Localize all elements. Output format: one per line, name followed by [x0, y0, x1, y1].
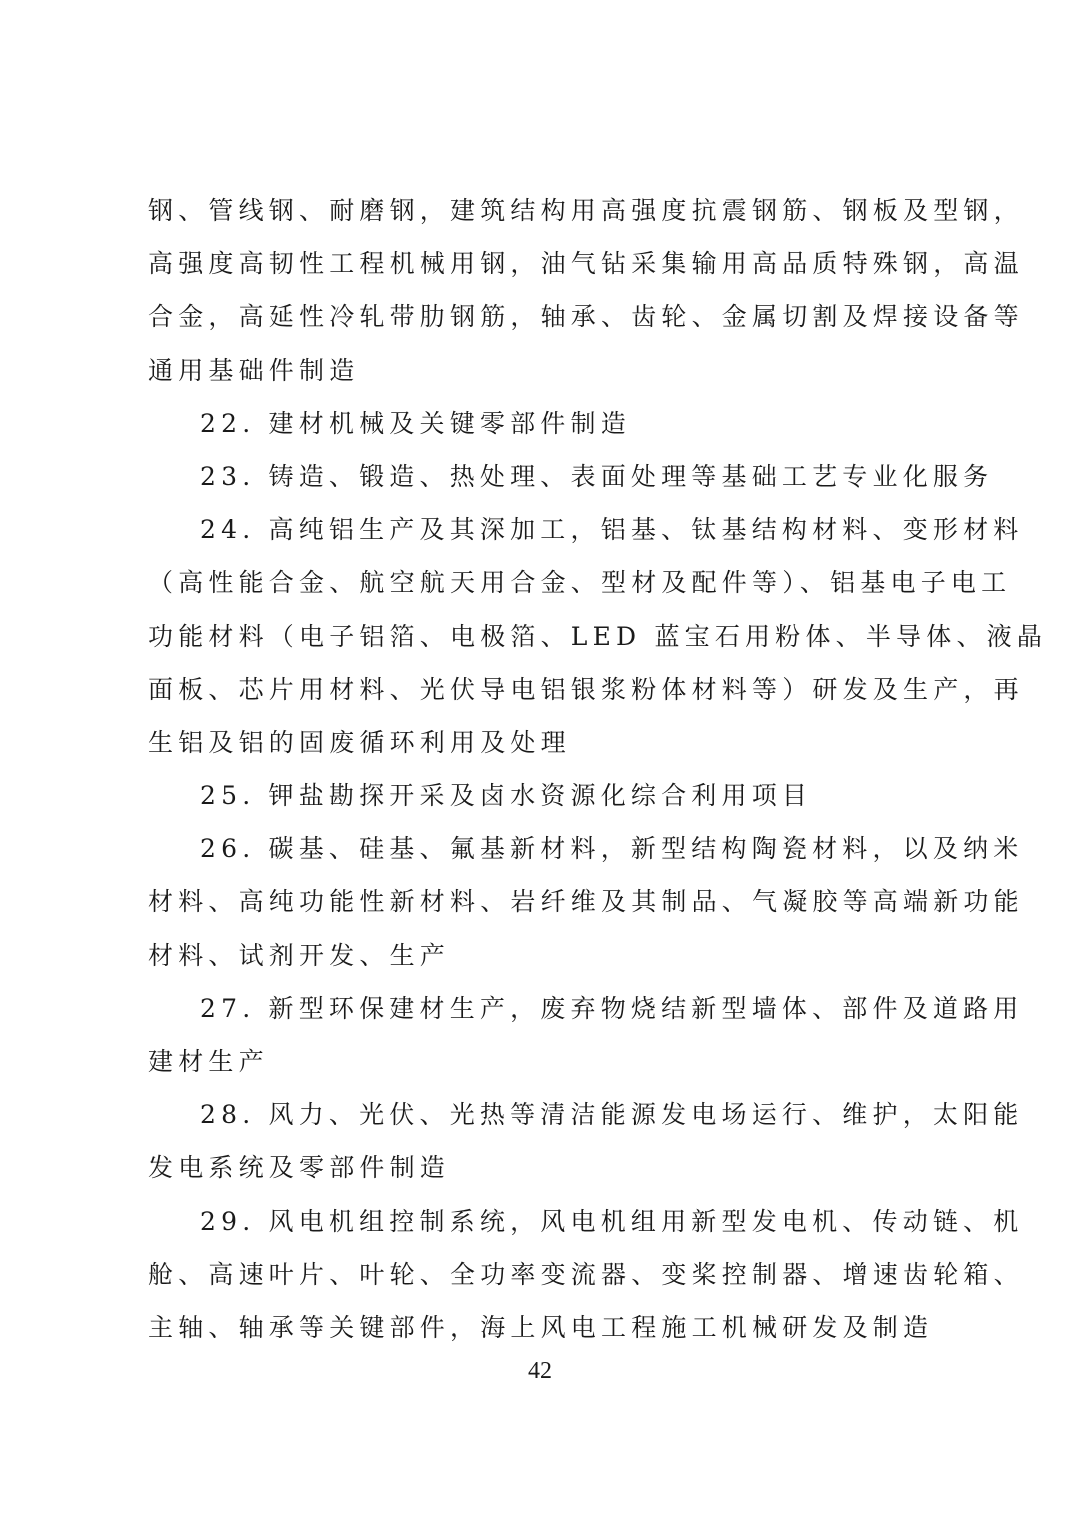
list-item-26: 26. 碳基、硅基、氟基新材料，新型结构陶瓷材料，以及纳米 [200, 834, 1024, 864]
list-item-28: 28. 风力、光伏、光热等清洁能源发电场运行、维护，太阳能 [200, 1100, 1024, 1130]
list-item-27: 27. 新型环保建材生产，废弃物烧结新型墙体、部件及道路用 [200, 993, 1024, 1023]
text-line: 高强度高韧性工程机械用钢，油气钻采集输用高品质特殊钢，高温 [148, 249, 1024, 279]
list-item-24: 24. 高纯铝生产及其深加工，铝基、钛基结构材料、变形材料 [200, 515, 1024, 545]
list-item-25: 25. 钾盐勘探开采及卤水资源化综合利用项目 [200, 781, 813, 811]
list-item-29: 29. 风电机组控制系统，风电机组用新型发电机、传动链、机 [200, 1206, 1024, 1236]
text-line: 生铝及铝的固废循环利用及处理 [148, 727, 571, 757]
text-line: 主轴、轴承等关键部件，海上风电工程施工机械研发及制造 [148, 1312, 934, 1342]
text-line: 面板、芯片用材料、光伏导电铝银浆粉体材料等）研发及生产，再 [148, 674, 1024, 704]
text-line: 建材生产 [148, 1047, 269, 1076]
text-line: 功能材料（电子铝箔、电极箔、LED 蓝宝石用粉体、半导体、液晶 [148, 621, 1048, 651]
list-item-23: 23. 铸造、锻造、热处理、表面处理等基础工艺专业化服务 [200, 461, 994, 491]
text-line: 材料、高纯功能性新材料、岩纤维及其制品、气凝胶等高端新功能 [148, 887, 1024, 917]
text-line: 通用基础件制造 [148, 355, 360, 385]
list-item-22: 22. 建材机械及关键零部件制造 [200, 408, 631, 438]
page-number: 42 [528, 1358, 552, 1384]
text-line: 发电系统及零部件制造 [148, 1153, 451, 1183]
text-line: 钢、管线钢、耐磨钢，建筑结构用高强度抗震钢筋、钢板及型钢， [148, 196, 1024, 225]
text-line: 材料、试剂开发、生产 [148, 940, 451, 970]
text-line: （高性能合金、航空航天用合金、型材及配件等）、铝基电子电工 [148, 568, 1012, 598]
body-text [148, 184, 1048, 1354]
text-line: 舱、高速叶片、叶轮、全功率变流器、变桨控制器、增速齿轮箱、 [148, 1259, 1024, 1289]
text-line: 合金，高延性冷轧带肋钢筋，轴承、齿轮、金属切割及焊接设备等 [148, 302, 1024, 332]
